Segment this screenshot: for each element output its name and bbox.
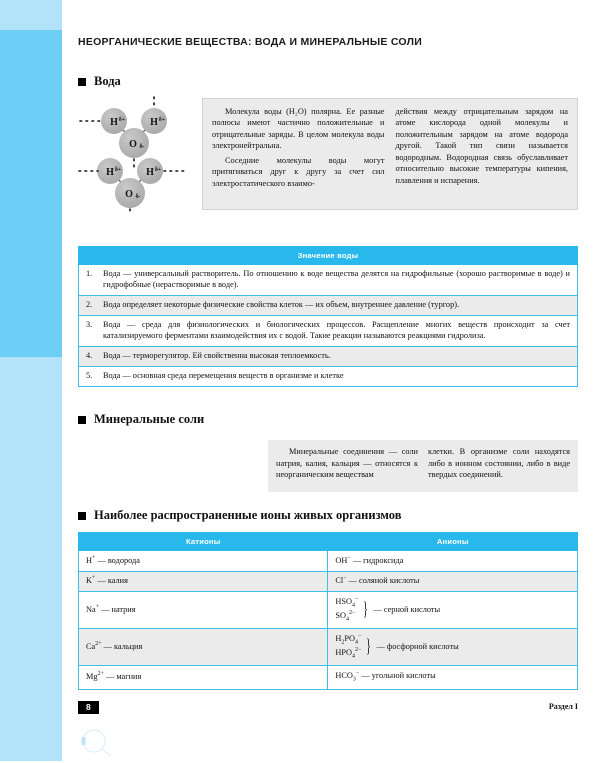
water-significance-table (78, 246, 578, 387)
formula-brace-icon: } (363, 599, 369, 621)
cation-formula: Na (86, 605, 96, 615)
row-text: Вода — среда для физиологических и биологических процессов. Расщепление многих веществ происходит за счет катализируемого ферментами взаимодействия их с водой. Такие реакции называются реакциями гидролиза. (103, 319, 570, 340)
water-description-paragraph-2: Соседние молекулы воды могут притягиваться друг к другу за счет сил электростатического взаимо- (212, 155, 385, 188)
mineral-description-paragraph-2: клетки. В организме соли находятся либо в ионном состоянии, либо в виде твердых соединений. (428, 447, 570, 480)
svg-text:δ-: δ- (135, 194, 141, 200)
mineral-description-column-right (428, 446, 570, 486)
water-description-panel (202, 98, 578, 210)
anion-name: — фосфорной кислоты (376, 641, 459, 651)
anion-formula: OH (335, 555, 348, 565)
cation-charge: + (92, 575, 96, 582)
row-text: Вода — терморегулятор. Ей свойственна высокая теплоемкость. (103, 350, 331, 360)
bullet-square-icon (78, 416, 86, 424)
anion-cell (328, 571, 578, 592)
svg-text:δ+: δ+ (158, 117, 166, 123)
cation-formula: H (86, 555, 92, 565)
svg-text:δ+: δ+ (154, 167, 162, 173)
row-text: Вода определяет некоторые физические свойства клеток — их объем, внутреннее давление (тургор). (103, 299, 460, 309)
anion-name: — серной кислоты (373, 604, 441, 614)
svg-text:H: H (110, 117, 118, 128)
anion-name: — соляной кислоты (348, 576, 420, 586)
water-description-column-right (396, 106, 569, 203)
section-heading-mineral-salts (78, 412, 204, 427)
cation-charge: + (95, 604, 100, 611)
svg-text:H: H (106, 167, 114, 178)
sidebar-accent-block (0, 30, 62, 357)
ions-table-header-anions: Анионы (328, 533, 578, 551)
cation-formula: K (86, 576, 92, 586)
cation-name: — натрия (101, 605, 136, 615)
anion-formula-2: $SO_4^{2-}$ (335, 610, 356, 623)
row-number: 1. (86, 269, 93, 279)
cation-charge: 2+ (97, 671, 104, 678)
cation-charge: + (92, 555, 96, 562)
formula-brace-icon: } (366, 635, 372, 657)
cation-formula: Ca (86, 641, 96, 651)
anion-formula: Cl (335, 576, 344, 586)
table-row (79, 592, 578, 629)
anion-formula: HCO (335, 671, 353, 681)
cation-name: — кальция (103, 641, 143, 651)
cation-cell (79, 629, 328, 666)
cation-name: — водорода (97, 555, 140, 565)
cation-charge: 2+ (95, 641, 102, 648)
anion-cell: $HCO_3^-$ — угольной кислоты (328, 665, 578, 689)
svg-text:O: O (129, 139, 137, 150)
row-number: 5. (86, 370, 93, 380)
section-heading-mineral-salts-label: Минеральные соли (94, 412, 205, 426)
svg-text:δ-: δ- (139, 144, 145, 150)
page-content (78, 0, 578, 761)
mineral-description-paragraph-1: Минеральные соединения — соли натрия, калия, кальция — относятся к неорганическим веществам (276, 447, 418, 480)
cation-cell (79, 592, 328, 629)
anion-formula-1: $H_2PO_4^-$ (335, 633, 362, 646)
row-text: Вода — основная среда перемещения веществ в организме и клетке (103, 370, 344, 380)
anion-charge: − (347, 555, 351, 562)
anion-formula-1: $HSO_4^-$ (335, 596, 359, 609)
svg-text:O: O (125, 189, 133, 200)
table-row (79, 366, 578, 386)
table-row (79, 551, 578, 572)
anion-name: — угольной кислоты (361, 671, 436, 681)
table-row (79, 629, 578, 666)
cation-cell (79, 551, 328, 572)
water-description-paragraph-1: Молекула воды (H₂O) полярна. Ее разные полюсы имеют частично положительные и отрицательные заряды. В целом молекула воды электронейтральна. (212, 107, 385, 151)
svg-text:δ+: δ+ (114, 167, 122, 173)
water-significance-table-header: Значение воды (79, 247, 578, 265)
bullet-square-icon (78, 512, 86, 520)
row-text: Вода — универсальный растворитель. По отношению к воде вещества делятся на гидрофильные (хорошо растворимые в воде) и гидрофобные (нерастворимые в воде). (103, 269, 570, 289)
table-row (79, 346, 578, 366)
table-row (79, 315, 578, 346)
svg-text:H: H (146, 167, 154, 178)
section-heading-common-ions-label: Наиболее распространенные ионы живых организмов (94, 508, 402, 522)
row-number: 2. (86, 299, 93, 309)
page-title: НЕОРГАНИЧЕСКИЕ ВЕЩЕСТВА: ВОДА И МИНЕРАЛЬНЫЕ СОЛИ (78, 36, 422, 48)
section-label: Раздел I (548, 702, 578, 711)
svg-text:δ+: δ+ (118, 117, 126, 123)
bullet-square-icon (78, 78, 86, 86)
mineral-salts-description-panel (268, 440, 578, 492)
mineral-description-column-left (276, 446, 418, 486)
svg-text:H: H (150, 117, 158, 128)
common-ions-table (78, 532, 578, 690)
magnifier-watermark-icon (78, 728, 118, 758)
row-number: 3. (86, 319, 93, 329)
section-heading-water (78, 74, 121, 89)
table-row (79, 571, 578, 592)
water-molecule-diagram (78, 95, 206, 213)
cation-cell (79, 665, 328, 689)
anion-name: — гидроксида (352, 555, 404, 565)
anion-formula-2: $HPO_4^{2-}$ (335, 647, 362, 660)
anion-cell (328, 551, 578, 572)
ions-table-header-cations: Катионы (79, 533, 328, 551)
cation-name: — магния (105, 672, 142, 682)
page-number: 8 (78, 701, 99, 714)
row-number: 4. (86, 350, 93, 360)
water-description-column-left (212, 106, 385, 203)
anion-charge: − (355, 670, 360, 677)
anion-cell (328, 629, 578, 666)
anion-cell (328, 592, 578, 629)
anion-charge: − (343, 575, 347, 582)
cation-cell (79, 571, 328, 592)
table-row (79, 665, 578, 689)
section-heading-common-ions (78, 508, 401, 523)
water-description-paragraph-3: действия между отрицательным зарядом на атоме кислорода одной молекулы и положительным зарядом на атоме водорода другой. Такой тип связи называется водородным. Водородная связь обуславливает относительно высокие температуры кипения, плавления и испарения. (395, 107, 568, 185)
table-row (79, 295, 578, 315)
cation-name: — калия (97, 576, 128, 586)
cation-formula: Mg (86, 672, 98, 682)
table-row (79, 265, 578, 296)
section-heading-water-label: Вода (94, 74, 121, 88)
